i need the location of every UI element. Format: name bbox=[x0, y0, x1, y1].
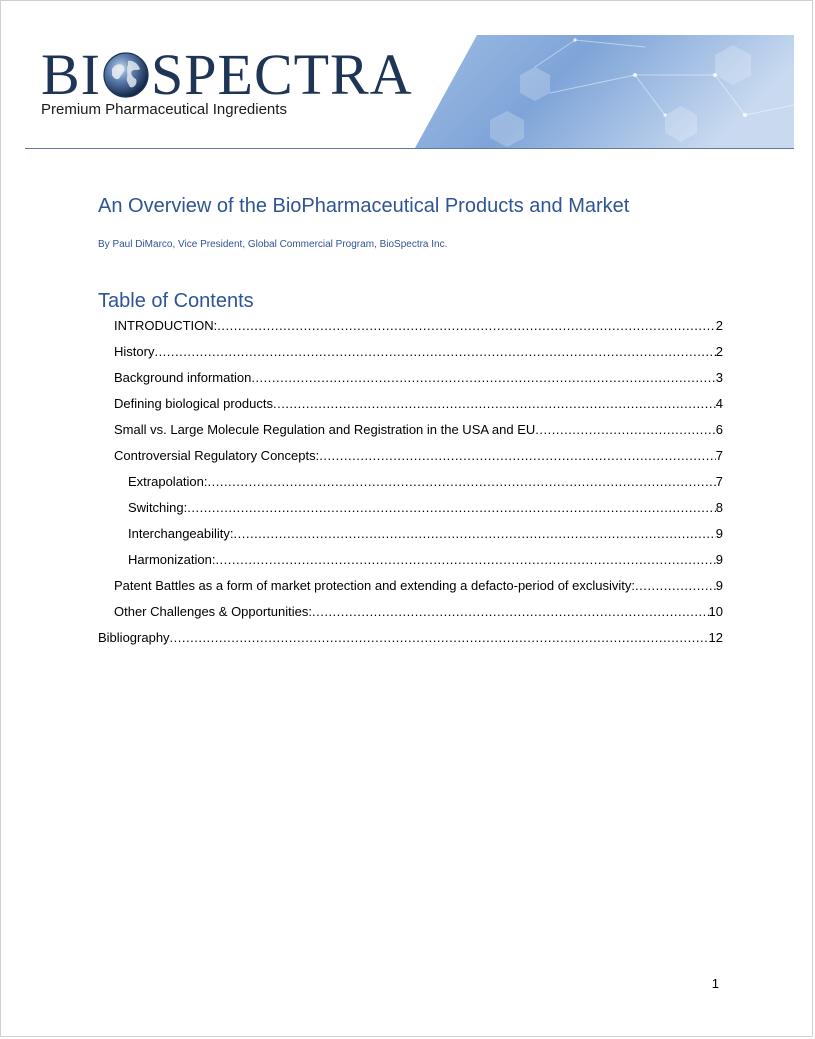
page-header bbox=[25, 35, 794, 149]
toc-entry-page: 9 bbox=[715, 526, 723, 541]
toc-entry-page: 9 bbox=[715, 552, 723, 567]
toc-entry-page: 9 bbox=[715, 578, 723, 593]
table-of-contents bbox=[98, 313, 723, 651]
brand-text-right: SPECTRA bbox=[151, 42, 413, 107]
toc-entry-extrapolation[interactable] bbox=[98, 469, 723, 495]
toc-entry-controversial-regulatory-concepts[interactable] bbox=[98, 443, 723, 469]
toc-leader-dots bbox=[154, 339, 715, 365]
toc-entry-label: Harmonization: bbox=[128, 552, 216, 567]
toc-entry-label: Defining biological products bbox=[114, 396, 273, 411]
toc-entry-other-challenges[interactable] bbox=[98, 599, 723, 625]
toc-entry-page: 7 bbox=[715, 474, 723, 489]
toc-entry-page: 8 bbox=[715, 500, 723, 515]
toc-entry-label: Interchangeability: bbox=[128, 526, 234, 541]
toc-entry-page: 7 bbox=[715, 448, 723, 463]
toc-leader-dots bbox=[187, 495, 716, 521]
toc-entry-page: 10 bbox=[708, 604, 723, 619]
toc-entry-label: Switching: bbox=[128, 500, 188, 515]
toc-entry-history[interactable] bbox=[98, 339, 723, 365]
document-byline: By Paul DiMarco, Vice President, Global Commercial Program, BioSpectra Inc. bbox=[98, 239, 448, 250]
page-number: 1 bbox=[711, 976, 719, 991]
toc-leader-dots bbox=[208, 469, 716, 495]
toc-entry-page: 12 bbox=[708, 630, 723, 645]
toc-entry-introduction[interactable] bbox=[98, 313, 723, 339]
brand-text-left: BI bbox=[41, 42, 101, 107]
toc-leader-dots bbox=[635, 573, 716, 599]
toc-heading: Table of Contents bbox=[98, 290, 254, 312]
toc-entry-interchangeability[interactable] bbox=[98, 521, 723, 547]
toc-entry-label: Other Challenges & Opportunities: bbox=[114, 604, 312, 619]
toc-leader-dots bbox=[217, 313, 715, 339]
toc-leader-dots bbox=[535, 417, 715, 443]
toc-leader-dots bbox=[251, 365, 715, 391]
toc-entry-page: 2 bbox=[715, 344, 723, 359]
document-title: An Overview of the BioPharmaceutical Products and Market bbox=[98, 195, 630, 217]
toc-entry-label: Background information bbox=[114, 370, 252, 385]
toc-entry-label: Small vs. Large Molecule Regulation and Registration in the USA and EU bbox=[114, 422, 536, 437]
toc-entry-page: 4 bbox=[715, 396, 723, 411]
toc-entry-defining-biological-products[interactable] bbox=[98, 391, 723, 417]
globe-icon bbox=[102, 51, 150, 99]
toc-entry-page: 2 bbox=[715, 318, 723, 333]
toc-entry-label: INTRODUCTION: bbox=[114, 318, 218, 333]
toc-entry-background-information[interactable] bbox=[98, 365, 723, 391]
brand-logo bbox=[41, 42, 413, 107]
toc-entry-label: Bibliography bbox=[98, 630, 170, 645]
toc-entry-small-vs-large-molecule[interactable] bbox=[98, 417, 723, 443]
toc-entry-page: 3 bbox=[715, 370, 723, 385]
toc-leader-dots bbox=[234, 521, 716, 547]
toc-leader-dots bbox=[312, 599, 709, 625]
toc-leader-dots bbox=[319, 443, 716, 469]
toc-entry-harmonization[interactable] bbox=[98, 547, 723, 573]
hexagon-banner-image bbox=[415, 35, 794, 148]
toc-entry-label: Patent Battles as a form of market protection and extending a defacto-period of exclusivity: bbox=[114, 578, 636, 593]
toc-leader-dots bbox=[215, 547, 715, 573]
toc-entry-label: Controversial Regulatory Concepts: bbox=[114, 448, 320, 463]
toc-entry-switching[interactable] bbox=[98, 495, 723, 521]
toc-leader-dots bbox=[273, 391, 716, 417]
toc-entry-label: History bbox=[114, 344, 155, 359]
toc-leader-dots bbox=[170, 625, 709, 651]
brand-tagline: Premium Pharmaceutical Ingredients bbox=[41, 101, 287, 118]
toc-entry-label: Extrapolation: bbox=[128, 474, 208, 489]
toc-entry-page: 6 bbox=[715, 422, 723, 437]
toc-entry-patent-battles[interactable] bbox=[98, 573, 723, 599]
header-divider bbox=[25, 148, 794, 149]
toc-entry-bibliography[interactable] bbox=[98, 625, 723, 651]
